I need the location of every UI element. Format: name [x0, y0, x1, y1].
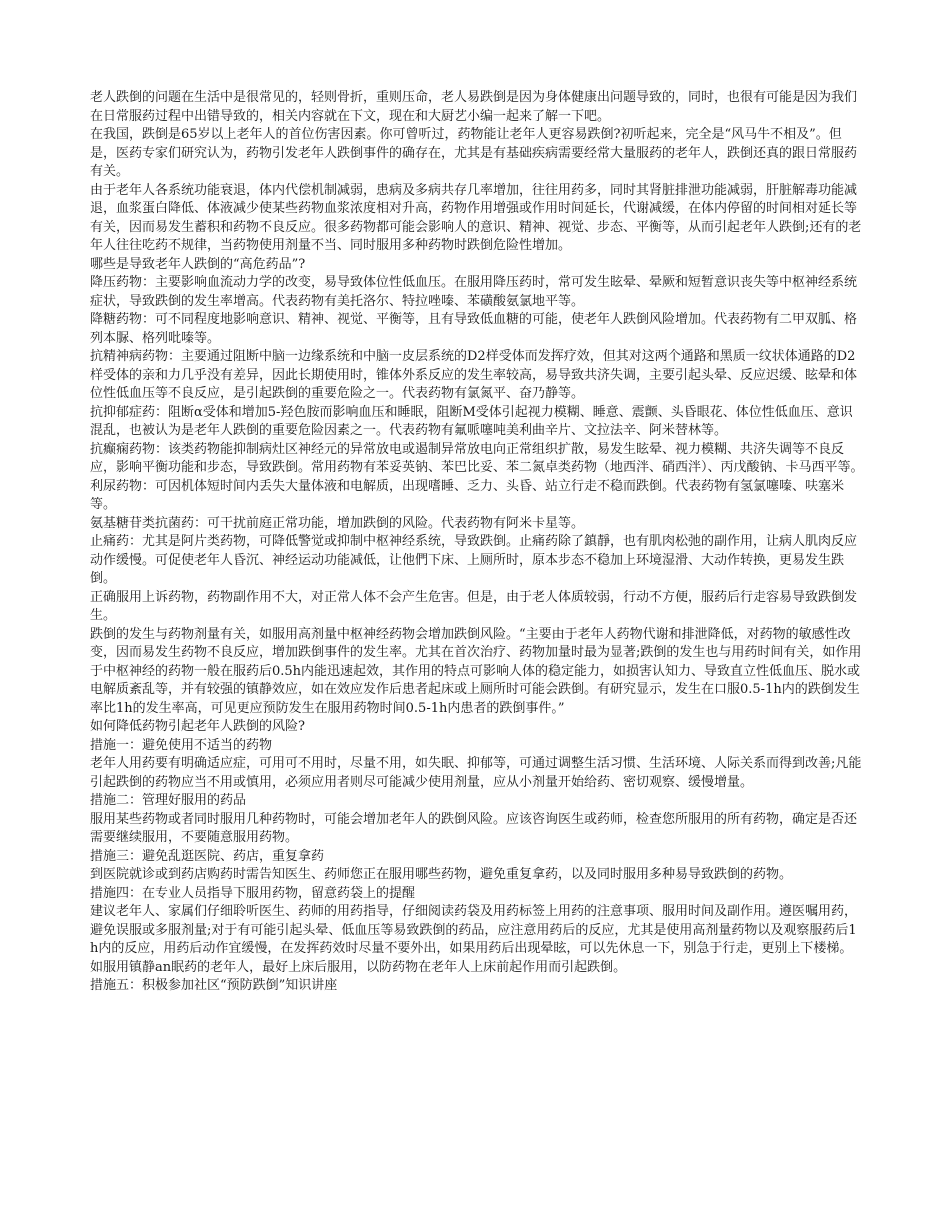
heading-measure-5: 措施五：积极参加社区“预防跌倒”知识讲座 [90, 978, 338, 993]
paragraph-measure-3: 到医院就诊或到药店购药时需告知医生、药师您正在服用哪些药物，避免重复拿药，以及同时服用多种易导致跌倒的药物。 [90, 867, 793, 882]
paragraph-aminoglycoside: 氨基糖苷类抗菌药：可干扰前庭正常功能，增加跌倒的风险。代表药物有阿米卡星等。 [90, 515, 585, 531]
heading-reduce-risk: 如何降低药物引起老年人跌倒的风险? [90, 719, 305, 734]
heading-measure-2: 措施二：管理好服用的药品 [90, 793, 247, 808]
paragraph-background: 在我国，跌倒是65岁以上老年人的首位伤害因素。你可曾听过，药物能让老年人更容易跌倒?初听起来，完全是“风马牛不相及”。但是，医药专家们研究认为，药物引发老年人跌倒事件的确存在，尤其是有基础疾病需要经常大量服药的老年人，跌倒还真的跟日常服药有关。 [90, 127, 858, 179]
paragraph-measure-1: 老年人用药要有明确适应症，可用可不用时，尽量不用，如失眠、抑郁等，可通过调整生活习惯、生活环境、人际关系而得到改善;凡能引起跌倒的药物应当不用或慎用，必须应用者则尽可能减少使用剂量，应从小剂量开始给药、密切观察、缓慢增量。 [90, 756, 862, 790]
paragraph-proper-use: 正确服用上诉药物，药物副作用不大，对正常人体不会产生危害。但是，由于老人体质较弱，行动不方便，服药后行走容易导致跌倒发生。 [90, 589, 858, 623]
paragraph-antipsychotic: 抗精神病药物：主要通过阻断中脑一边缘系统和中脑一皮层系统的D2样受体而发挥疗效，但其对这两个通路和黑质一纹状体通路的D2样受体的亲和力几乎没有差异，因此长期使用时，锥体外系反应的发生率较高，易导致共济失调，主要引起头晕、反应迟缓、眩晕和体位性低血压等不良反应，是引起跌倒的重要危险之一。代表药物有氯氮平、奋乃静等。 [90, 349, 858, 401]
heading-high-risk-drugs: 哪些是导致老年人跌倒的“高危药品”? [90, 256, 306, 272]
paragraph-antihypertensive: 降压药物：主要影响血流动力学的改变，易导致体位性低血压。在服用降压药时，常可发生眩晕、晕厥和短暂意识丧失等中枢神经系统症状，导致跌倒的发生率增高。代表药物有美托洛尔、特拉唑嗪、苯磺酸氨氯地平等。 [90, 275, 858, 309]
paragraph-measure-4: 建议老年人、家属们仔细聆听医生、药师的用药指导，仔细阅读药袋及用药标签上用药的注意事项、服用时间及副作用。遵医嘱用药，避免误服或多服剂量;对于有可能引起头晕、低血压等易致跌倒的药品，应注意用药后的反应，尤其是使用高剂量药物以及观察服药后1h内的反应，用药后动作宜缓慢，在发挥药效时尽量不要外出，如果用药后出现晕眩，可以先休息一下，别急于行走，更别上下楼梯。如服用镇静an眠药的老年人，最好上床后服用，以防药物在老年人上床前起作用而引起跌倒。 [90, 904, 858, 975]
paragraph-dosage: 跌倒的发生与药物剂量有关，如服用高剂量中枢神经药物会增加跌倒风险。“主要由于老年人药物代谢和排泄降低，对药物的敏感性改变，因而易发生药物不良反应，增加跌倒事件的发生率。尤其在首次治疗、药物加量时最为显著;跌倒的发生也与用药时间有关，如作用于中枢神经的药物一般在服药后0.5h内能迅速起效，其作用的特点可影响人体的稳定能力，如损害认知力、导致直立性低血压、脱水或电解质紊乱等，并有较强的镇静效应，如在效应发作后患者起床或上厕所时可能会跌倒。有研究显示，发生在口服0.5-1h内的跌倒发生率比1h的发生率高，可见更应预防发生在服用药物时间0.5-1h内患者的跌倒事件。” [90, 626, 862, 716]
paragraph-analgesic: 止痛药：尤其是阿片类药物，可降低警觉或抑制中枢神经系统，导致跌倒。止痛药除了鎮靜，也有肌肉松弛的副作用，让病人肌肉反应动作缓慢。可促使老年人昏沉、神经运动功能减低，让他們下床、上厕所时，原本步态不稳加上环境湿滑、大动作转换，更易发生跌倒。 [90, 534, 858, 586]
paragraph-cause: 由于老年人各系统功能衰退，体内代偿机制减弱，患病及多病共存几率增加，往往用药多，同时其肾脏排泄功能减弱，肝脏解毒功能减退，血浆蛋白降低、体液减少使某些药物血浆浓度相对升高，药物作用增强或作用时间延长，代谢减缓，在体内停留的时间相对延长等有关，因而易发生蓄积和药物不良反应。很多药物都可能会影响人的意识、精神、视觉、步态、平衡等，从而引起老年人跌倒;还有的老年人往往吃药不规律，当药物使用剂量不当、同时服用多种药物时跌倒危险性增加。 [90, 182, 862, 253]
heading-measure-4: 措施四：在专业人员指导下服用药物，留意药袋上的提醒 [90, 885, 416, 901]
paragraph-diuretic: 利尿药物：可因机体短时间内丢失大量体液和电解质，出现嗜睡、乏力、头昏、站立行走不稳而跌倒。代表药物有氢氯噻嗪、呋塞米等。 [90, 478, 845, 512]
paragraph-antidiabetic: 降糖药物：可不同程度地影响意识、精神、视觉、平衡等，且有导致低血糖的可能，使老年人跌倒风险增加。代表药物有二甲双胍、格列本脲、格列吡嗪等。 [90, 312, 858, 346]
paragraph-antiepileptic: 抗癫痫药物：该类药物能抑制病灶区神经元的异常放电或遏制异常放电向正常组织扩散，易发生眩晕、视力模糊、共济失调等不良反应，影响平衡功能和步态，导致跌倒。常用药物有苯妥英钠、苯巴比妥、苯二氮卓类药物（地西泮、硝西泮）、丙戊酸钠、卡马西平等。 [90, 441, 864, 475]
heading-measure-1: 措施一：避免使用不适当的药物 [90, 737, 273, 753]
paragraph-intro: 老人跌倒的问题在生活中是很常见的，轻则骨折，重则压命，老人易跌倒是因为身体健康出问题导致的，同时，也很有可能是因为我们在日常服药过程中出错导致的，相关内容就在下文，现在和大厨艺小编一起来了解一下吧。 [90, 90, 858, 124]
heading-measure-3: 措施三：避免乱逛医院、药店，重复拿药 [90, 848, 325, 864]
paragraph-measure-2: 服用某些药物或者同时服用几种药物时，可能会增加老年人的跌倒风险。应该咨询医生或药师，检查您所服用的所有药物，确定是否还需要继续服用，不要随意服用药物。 [90, 811, 858, 845]
document-body [90, 89, 865, 996]
paragraph-antidepressant: 抗抑郁症药：阻断α受体和增加5-羟色胺而影响血压和睡眠，阻断M受体引起视力模糊、睡意、震颤、头昏眼花、体位性低血压、意识混乱，也被认为是老年人跌倒的重要危险因素之一。代表药物有氟哌噻吨美利曲辛片、文拉法辛、阿米替林等。 [90, 404, 853, 438]
